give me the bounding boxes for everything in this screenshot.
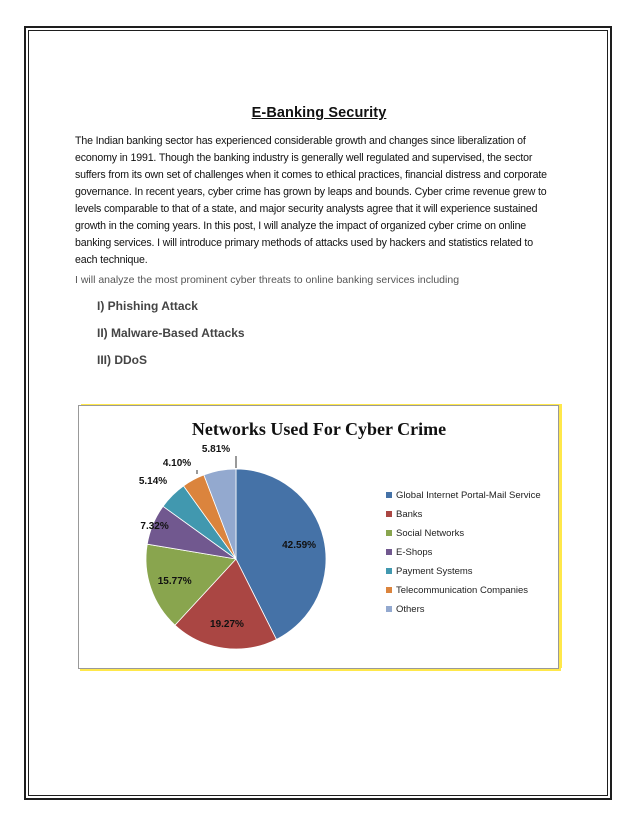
legend-label: Global Internet Portal-Mail Service (396, 490, 541, 501)
pie-chart (79, 406, 560, 670)
legend-swatch (386, 511, 392, 517)
legend-swatch (386, 568, 392, 574)
legend-label: Telecommunication Companies (396, 585, 529, 596)
data-label: 15.77% (157, 576, 192, 587)
data-label: 7.32% (140, 521, 169, 532)
data-label: 42.59% (282, 540, 317, 552)
body-paragraph (75, 133, 567, 269)
threat-item-phishing: I) Phishing Attack (97, 299, 198, 313)
paragraph-line: each technique. (75, 254, 148, 266)
legend-label: Others (396, 604, 425, 615)
legend-swatch (386, 606, 392, 612)
chart-title: Networks Used For Cyber Crime (191, 419, 447, 439)
paragraph-line: governance. In recent years, cyber crime has grown by leaps and bounds. Cyber crime revenue grew to (75, 186, 547, 198)
intro-sentence: I will analyze the most prominent cyber threats to online banking services including (75, 274, 460, 286)
threat-item-ddos: III) DDoS (97, 353, 147, 367)
paragraph-line: banking services. I will introduce primary methods of attacks used by hackers and statistics related to (75, 237, 533, 249)
legend-swatch (386, 492, 392, 498)
legend-label: E-Shops (396, 547, 433, 558)
document-title: E-Banking Security (251, 105, 387, 121)
threat-item-malware: II) Malware-Based Attacks (97, 326, 245, 340)
paragraph-line: suffers from its own set of challenges when it comes to ethical practices, financial distress and corporate (75, 169, 547, 181)
legend-label: Banks (396, 509, 423, 520)
pie-chart-panel (78, 405, 559, 669)
legend (386, 490, 541, 615)
legend-label: Payment Systems (396, 566, 473, 577)
paragraph-line: The Indian banking sector has experienced considerable growth and changes since liberalization of (75, 135, 526, 147)
paragraph-line: growth in the coming years. In this post, I will analyze the impact of organized cyber crime on online (75, 220, 527, 232)
paragraph-line: economy in 1991. Though the banking industry is generally well regulated and supervised, the sector (75, 152, 533, 164)
data-label: 4.10% (162, 458, 192, 469)
legend-swatch (386, 530, 392, 536)
data-label: 5.81% (201, 444, 231, 455)
data-label: 19.27% (210, 619, 244, 631)
legend-label: Social Networks (396, 528, 465, 539)
data-label: 5.14% (138, 476, 168, 487)
legend-swatch (386, 549, 392, 555)
paragraph-line: levels comparable to that of a state, and major security analysts agree that it will experience sustained (75, 203, 538, 215)
legend-swatch (386, 587, 392, 593)
